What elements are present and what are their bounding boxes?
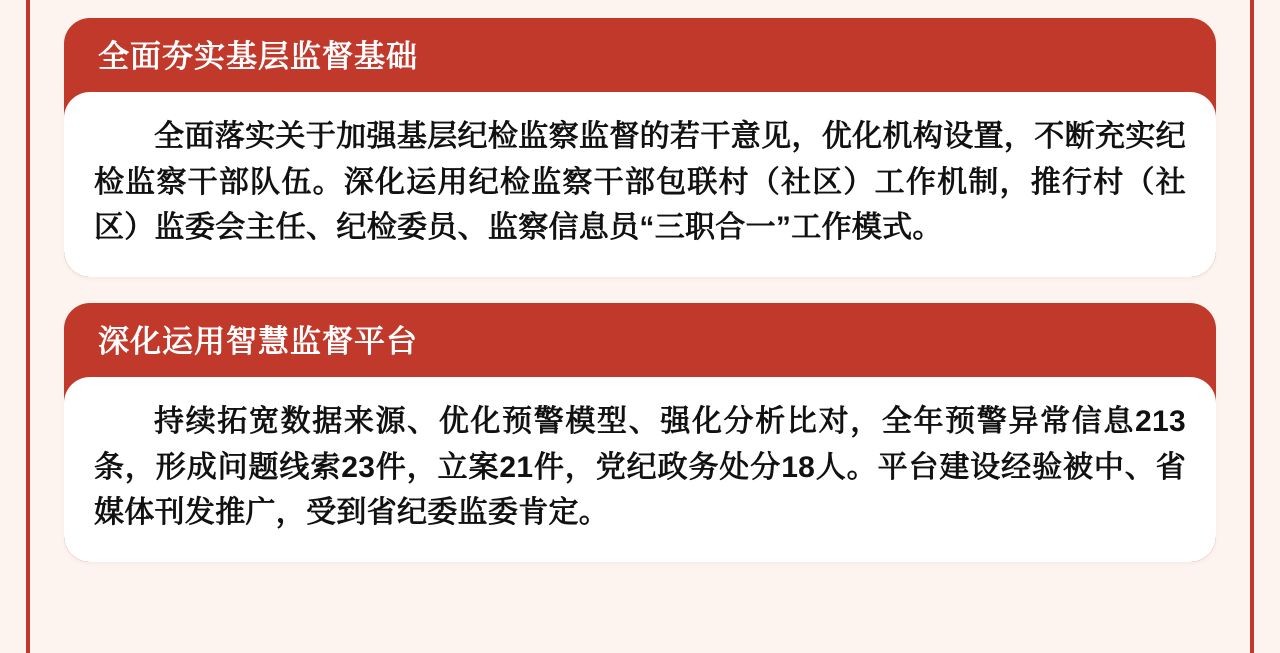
section-body	[64, 377, 1216, 562]
section-title: 深化运用智慧监督平台	[98, 323, 418, 359]
section-card	[64, 18, 1216, 277]
right-accent-rule	[1250, 0, 1254, 653]
content-column	[64, 0, 1216, 653]
section-body	[64, 92, 1216, 277]
section-card	[64, 303, 1216, 562]
left-margin-band	[0, 0, 18, 653]
section-paragraph: 全面落实关于加强基层纪检监察监督的若干意见，优化机构设置，不断充实纪检监察干部队伍。深化运用纪检监察干部包联村（社区）工作机制，推行村（社区）监委会主任、纪检委员、监察信息员“三职合一”工作模式。	[94, 120, 1186, 245]
section-paragraph: 持续拓宽数据来源、优化预警模型、强化分析比对，全年预警异常信息213条，形成问题线索23件，立案21件，党纪政务处分18人。平台建设经验被中、省媒体刊发推广，受到省纪委监委肯定。	[94, 404, 1186, 530]
left-accent-rule	[26, 0, 30, 653]
section-title: 全面夯实基层监督基础	[98, 39, 418, 74]
right-margin-band	[1262, 0, 1280, 653]
